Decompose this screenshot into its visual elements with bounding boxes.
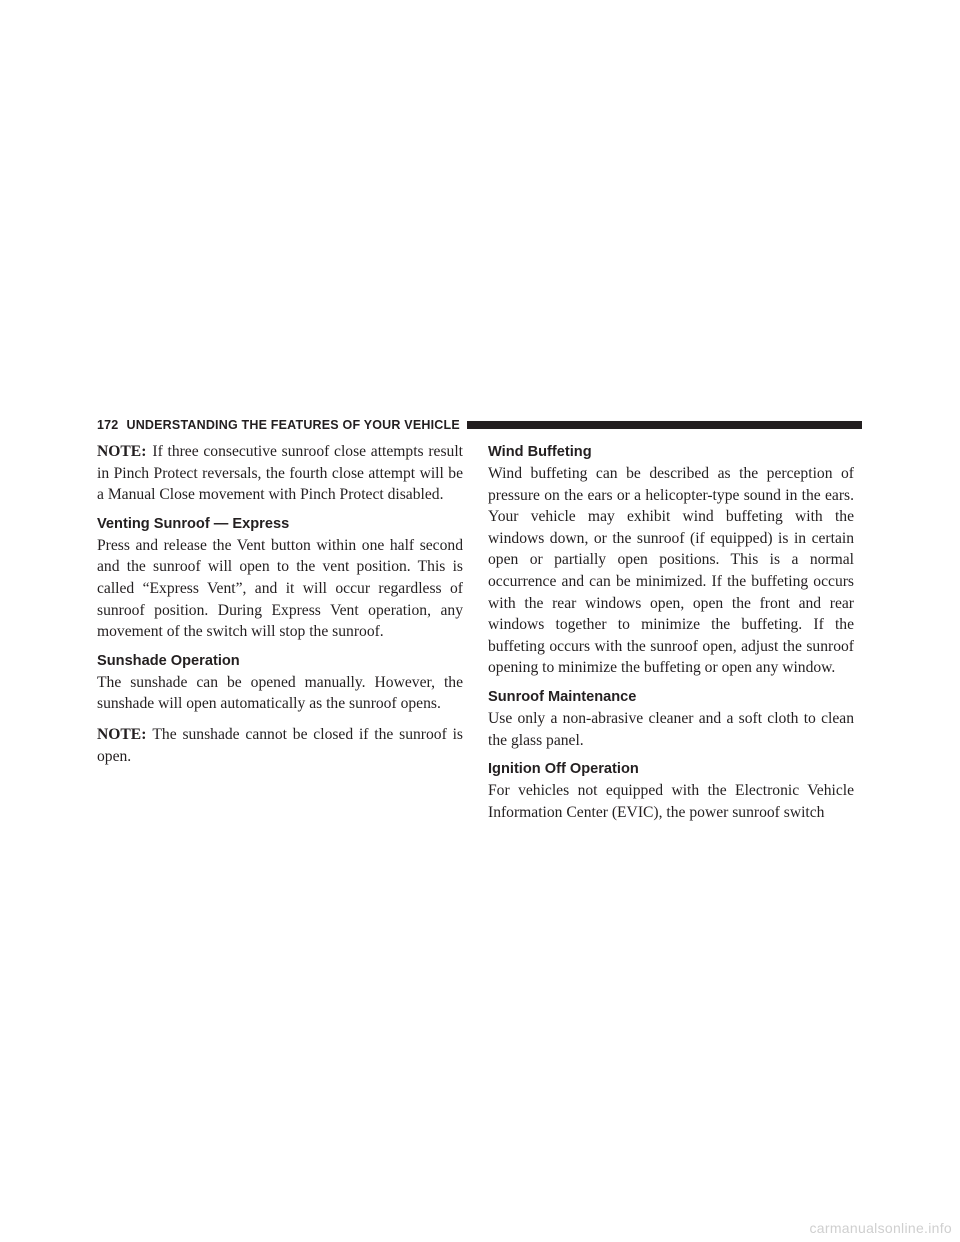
note-label: NOTE: [97, 443, 147, 460]
paragraph-wind-buffeting: Wind buffeting can be described as the perception of pressure on the ears or a helicopter-type sound in the ears. Your vehicle may exhibit wind buffeting with the windows down, or the sunroof (if equipped) is in certain open or partially open positions. This is a normal occurrence and can be minimized. If the buffeting occurs with the rear windows open, open the front and rear windows together to minimize the buffeting. If the buffeting occurs with the sunroof open, adjust the sunroof opening to minimize the buffeting or open any window. [488, 465, 854, 677]
heading-sunroof-maintenance: Sunroof Maintenance [488, 688, 637, 705]
note-label: NOTE: [97, 725, 147, 743]
page-number: 172 [97, 418, 119, 432]
paragraph-ignition-off-operation: For vehicles not equipped with the Electronic Vehicle Information Center (EVIC), the power sunroof switch [488, 782, 854, 821]
heading-sunshade-operation: Sunshade Operation [97, 652, 240, 669]
heading-venting-sunroof: Venting Sunroof — Express [97, 515, 290, 532]
paragraph-venting-sunroof: Press and release the Vent button within one half second and the sunroof will open to the vent position. This is called “Express Vent”, and it will occur regardless of sunroof position. During Express Vent operation, any movement of the switch will stop the sunroof. [97, 536, 463, 641]
left-column [97, 441, 463, 776]
page-header [97, 418, 862, 432]
note-text: The sunshade cannot be closed if the sunroof is open. [97, 725, 463, 765]
header-rule [467, 421, 862, 429]
note-text: If three consecutive sunroof close attempts result in Pinch Protect reversals, the fourth close attempt will be a Manual Close movement with Pinch Protect disabled. [97, 443, 463, 504]
paragraph-sunroof-maintenance: Use only a non-abrasive cleaner and a soft cloth to clean the glass panel. [488, 709, 854, 749]
section-title: UNDERSTANDING THE FEATURES OF YOUR VEHICLE [126, 418, 460, 432]
paragraph-sunshade-operation: The sunshade can be opened manually. However, the sunshade will open automatically as the sunroof opens. [97, 673, 463, 713]
heading-wind-buffeting: Wind Buffeting [488, 444, 592, 460]
right-column [488, 441, 854, 832]
note-sunshade [97, 724, 463, 767]
watermark: carmanualsonline.info [809, 1220, 952, 1236]
heading-ignition-off-operation: Ignition Off Operation [488, 761, 639, 778]
note-pinch-protect [97, 441, 463, 506]
